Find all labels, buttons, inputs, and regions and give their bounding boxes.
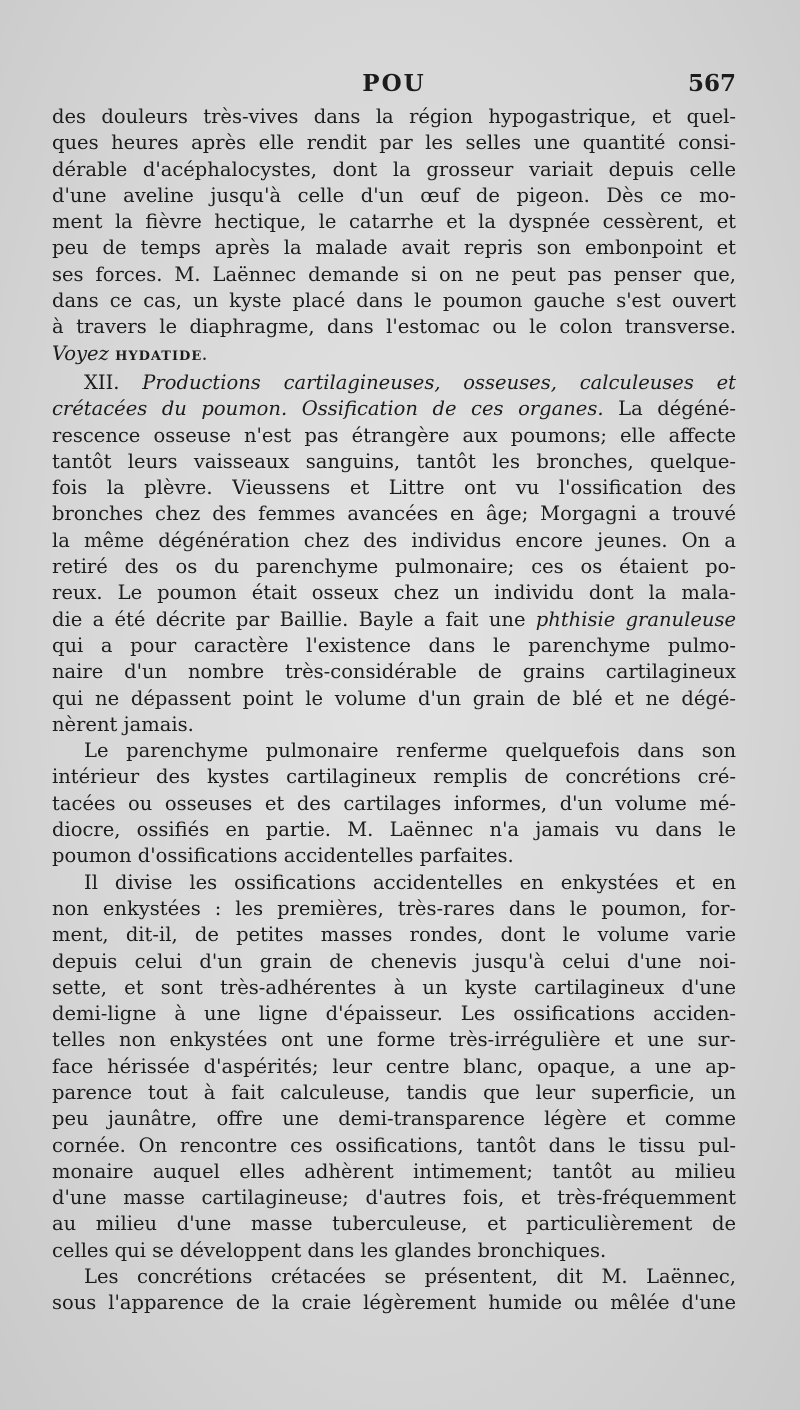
text-line: [52, 659, 736, 685]
text-line: sette, et sont très-adhérentes à un kyste cartilagineux d'une: [52, 975, 736, 999]
text-line: ques heures après elle rendit par les selles une quantité consi-: [52, 131, 736, 155]
cross-reference: [52, 341, 736, 370]
text-segment: XII.: [84, 370, 143, 394]
text-segment: la même dégénération chez des individus encore jeunes. On a: [52, 528, 736, 552]
running-head: POU: [362, 70, 426, 97]
text-segment: rescence osseuse n'est pas étrangère aux poumons; elle affecte: [52, 423, 736, 447]
text-line: [52, 423, 736, 449]
text-line: Le parenchyme pulmonaire renferme quelquefois dans son: [84, 739, 736, 763]
text-segment: qui a pour caractère l'existence dans le parenchyme pulmo-: [52, 633, 736, 657]
text-line: telles non enkystées ont une forme très-irrégulière et une sur-: [52, 1028, 736, 1052]
cross-reference-target: HYDATIDE.: [115, 348, 208, 364]
text-line: monaire auquel elles adhèrent intimement; tantôt au milieu: [52, 1159, 736, 1183]
text-line: ment la fièvre hectique, le catarrhe et la dyspnée cessèrent, et: [52, 210, 736, 234]
text-line: demi-ligne à une ligne d'épaisseur. Les ossifications acciden-: [52, 1002, 736, 1026]
text-segment: bronches chez des femmes avancées en âge; Morgagni a trouvé: [52, 502, 736, 526]
text-line: [52, 396, 736, 422]
text-segment: La dégéné-: [603, 397, 736, 421]
text-segment: die a été décrite par Baillie. Bayle a fait une: [52, 607, 536, 631]
text-line: dérable d'acéphalocystes, dont la grosseur variait depuis celle: [52, 157, 736, 181]
text-line: [52, 528, 736, 554]
paragraph-kystes: [52, 738, 736, 869]
text-line: parence tout à fait calculeuse, tandis que leur superficie, un: [52, 1080, 736, 1104]
text-line: [52, 370, 736, 396]
text-line: [52, 580, 736, 606]
text-line: Il divise les ossifications accidentelles en enkystées et en: [84, 870, 736, 894]
text-segment: tantôt leurs vaisseaux sanguins, tantôt les bronches, quelque-: [52, 449, 736, 473]
text-line: [52, 686, 736, 712]
text-line: sous l'apparence de la craie légèrement humide ou mêlée d'une: [52, 1291, 736, 1315]
text-line: [52, 554, 736, 580]
italic-text: crétacées du poumon. Ossification de ces organes.: [52, 397, 604, 421]
text-line: des douleurs très-vives dans la région hypogastrique, et quel-: [52, 105, 736, 128]
text-line: [52, 633, 736, 659]
page-header: [52, 70, 736, 104]
text-line: peu de temps après la malade avait repris son embonpoint et: [52, 236, 736, 260]
text-line: [52, 475, 736, 501]
page-number: 567: [687, 70, 736, 97]
text-segment: retiré des os du parenchyme pulmonaire; ces os étaient po-: [52, 555, 736, 579]
paragraph-acephalocysts: [52, 104, 736, 370]
text-segment: nèrent jamais.: [52, 712, 194, 736]
text-line: Les concrétions crétacées se présentent, dit M. Laënnec,: [84, 1265, 736, 1289]
text-line: à travers le diaphragme, dans l'estomac ou le colon transverse.: [52, 315, 736, 339]
text-line: ment, dit-il, de petites masses rondes, dont le volume varie: [52, 923, 736, 947]
text-line: [52, 501, 736, 527]
text-line: diocre, ossifiés en partie. M. Laënnec n'a jamais vu dans le: [52, 818, 736, 842]
text-segment: qui ne dépassent point le volume d'un grain de blé et ne dégé-: [52, 686, 736, 710]
italic-text: Productions cartilagineuses, osseuses, calculeuses et: [142, 370, 737, 394]
text-line: [52, 607, 736, 633]
text-line: tacées ou osseuses et des cartilages informes, d'un volume mé-: [52, 791, 736, 815]
text-line: dans ce cas, un kyste placé dans le poumon gauche s'est ouvert: [52, 289, 736, 313]
paragraph-concretions: [52, 1264, 736, 1317]
text-line: peu jaunâtre, offre une demi-transparence légère et comme: [52, 1107, 736, 1131]
text-line: au milieu d'une masse tuberculeuse, et particulièrement de: [52, 1212, 736, 1236]
text-line: non enkystées : les premières, très-rares dans le poumon, for-: [52, 896, 736, 920]
paragraph-section-xii: [52, 370, 736, 738]
text-line: celles qui se développent dans les glandes bronchiques.: [52, 1238, 607, 1262]
text-line: poumon d'ossifications accidentelles parfaites.: [52, 844, 514, 868]
text-line: face hérissée d'aspérités; leur centre blanc, opaque, a une ap-: [52, 1054, 736, 1078]
paragraph-ossifications: [52, 870, 736, 1264]
book-page: [52, 70, 736, 1317]
text-segment: reux. Le poumon était osseux chez un individu dont la mala-: [52, 581, 736, 605]
text-segment: fois la plèvre. Vieussens et Littre ont vu l'ossification des: [52, 476, 736, 500]
voyez-word: Voyez: [52, 341, 109, 365]
italic-text: phthisie granuleuse: [535, 607, 736, 631]
text-line: d'une aveline jusqu'à celle d'un œuf de pigeon. Dès ce mo-: [52, 183, 736, 207]
text-segment: naire d'un nombre très-considérable de grains cartilagineux: [52, 660, 736, 684]
text-line: [52, 712, 736, 738]
text-line: d'une masse cartilagineuse; d'autres fois, et très-fréquemment: [52, 1186, 736, 1210]
text-line: ses forces. M. Laënnec demande si on ne peut pas penser que,: [52, 262, 736, 286]
text-line: [52, 449, 736, 475]
text-line: intérieur des kystes cartilagineux remplis de concrétions cré-: [52, 765, 736, 789]
text-line: depuis celui d'un grain de chenevis jusqu'à celui d'une noi-: [52, 949, 736, 973]
text-line: cornée. On rencontre ces ossifications, tantôt dans le tissu pul-: [52, 1133, 736, 1157]
